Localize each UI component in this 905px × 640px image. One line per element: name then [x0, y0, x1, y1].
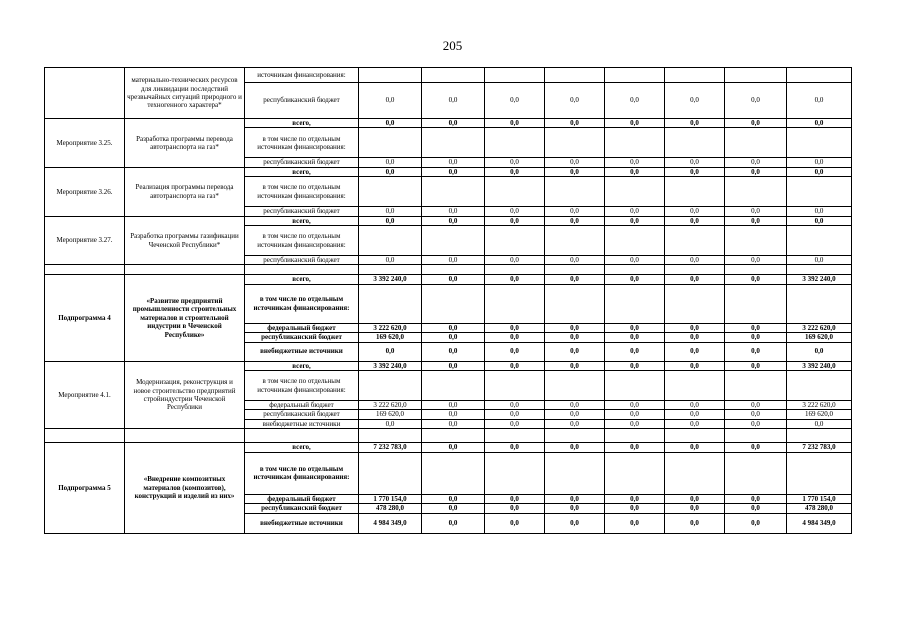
amount-cell: 0,0	[605, 410, 665, 419]
amount-cell: 0,0	[725, 333, 787, 342]
amount-cell	[545, 177, 605, 207]
amount-cell: 169 620,0	[787, 333, 852, 342]
amount-cell	[665, 452, 725, 494]
funding-source: республиканский бюджет	[245, 333, 359, 342]
amount-cell: 0,0	[725, 342, 787, 361]
item-code: Подпрограмма 5	[45, 443, 125, 533]
amount-cell: 0,0	[725, 419, 787, 428]
amount-cell: 0,0	[605, 361, 665, 370]
amount-cell: 0,0	[485, 167, 545, 176]
amount-cell: 0,0	[725, 401, 787, 410]
amount-cell	[665, 68, 725, 83]
amount-cell	[359, 128, 422, 158]
amount-cell: 0,0	[665, 216, 725, 225]
funding-source: в том числе по отдельным источникам финансирования:	[245, 128, 359, 158]
amount-cell: 0,0	[422, 401, 485, 410]
amount-cell: 0,0	[605, 167, 665, 176]
amount-cell	[422, 177, 485, 207]
amount-cell: 0,0	[787, 342, 852, 361]
funding-source: в том числе по отдельным источникам финансирования:	[245, 177, 359, 207]
funding-source: всего,	[245, 275, 359, 284]
funding-source: источникам финансирования:	[245, 68, 359, 83]
amount-cell	[725, 429, 787, 443]
item-code	[45, 265, 125, 275]
amount-cell	[605, 177, 665, 207]
amount-cell: 0,0	[485, 401, 545, 410]
amount-cell: 0,0	[545, 119, 605, 128]
amount-cell: 0,0	[485, 443, 545, 452]
amount-cell: 0,0	[545, 361, 605, 370]
amount-cell: 0,0	[665, 443, 725, 452]
amount-cell	[485, 371, 545, 401]
funding-source: в том числе по отдельным источникам финансирования:	[245, 452, 359, 494]
amount-cell: 0,0	[605, 158, 665, 167]
funding-source: федеральный бюджет	[245, 401, 359, 410]
amount-cell	[787, 429, 852, 443]
amount-cell: 0,0	[422, 323, 485, 332]
amount-cell: 0,0	[485, 158, 545, 167]
amount-cell: 0,0	[665, 333, 725, 342]
item-description: материально-технических ресурсов для ликвидации последствий чрезвычайных ситуаций природного и техногенного характера*	[125, 68, 245, 119]
amount-cell: 0,0	[665, 275, 725, 284]
amount-cell	[787, 226, 852, 256]
amount-cell: 0,0	[485, 333, 545, 342]
amount-cell: 0,0	[485, 83, 545, 119]
table-row	[45, 429, 852, 443]
amount-cell: 0,0	[725, 410, 787, 419]
amount-cell: 0,0	[605, 256, 665, 265]
amount-cell: 0,0	[665, 401, 725, 410]
amount-cell	[485, 128, 545, 158]
item-description: Разработка программы перевода автотранспорта на газ*	[125, 119, 245, 168]
amount-cell: 0,0	[605, 419, 665, 428]
amount-cell	[665, 284, 725, 323]
amount-cell: 0,0	[545, 216, 605, 225]
amount-cell: 0,0	[725, 167, 787, 176]
amount-cell: 0,0	[605, 275, 665, 284]
amount-cell: 0,0	[359, 119, 422, 128]
amount-cell	[545, 226, 605, 256]
item-description	[125, 429, 245, 443]
amount-cell	[422, 128, 485, 158]
amount-cell: 0,0	[422, 410, 485, 419]
amount-cell	[725, 68, 787, 83]
amount-cell: 0,0	[787, 119, 852, 128]
amount-cell: 0,0	[665, 504, 725, 513]
amount-cell: 0,0	[725, 216, 787, 225]
funding-source: всего,	[245, 216, 359, 225]
amount-cell	[422, 265, 485, 275]
funding-source: в том числе по отдельным источникам финансирования:	[245, 284, 359, 323]
amount-cell: 0,0	[485, 216, 545, 225]
item-code: Мероприятие 3.25.	[45, 119, 125, 168]
amount-cell: 0,0	[422, 504, 485, 513]
item-description: Модернизация, реконструкция и новое строительство предприятий стройиндустрии Чеченской Республики	[125, 361, 245, 429]
item-code: Мероприятие 3.26.	[45, 167, 125, 216]
amount-cell	[359, 177, 422, 207]
amount-cell: 0,0	[545, 275, 605, 284]
amount-cell	[545, 284, 605, 323]
amount-cell	[787, 284, 852, 323]
amount-cell: 0,0	[605, 401, 665, 410]
amount-cell: 0,0	[725, 504, 787, 513]
funding-source: внебюджетные источники	[245, 513, 359, 533]
amount-cell: 0,0	[787, 419, 852, 428]
amount-cell: 0,0	[605, 119, 665, 128]
amount-cell: 0,0	[665, 119, 725, 128]
table-row	[45, 119, 852, 128]
amount-cell	[665, 177, 725, 207]
amount-cell	[545, 265, 605, 275]
amount-cell: 1 770 154,0	[359, 494, 422, 503]
amount-cell	[605, 284, 665, 323]
amount-cell	[545, 68, 605, 83]
amount-cell	[545, 429, 605, 443]
amount-cell: 3 222 620,0	[359, 401, 422, 410]
amount-cell	[605, 265, 665, 275]
amount-cell: 0,0	[725, 513, 787, 533]
amount-cell	[787, 371, 852, 401]
amount-cell: 0,0	[725, 361, 787, 370]
amount-cell: 3 392 240,0	[359, 361, 422, 370]
amount-cell: 0,0	[422, 158, 485, 167]
funding-source: в том числе по отдельным источникам финансирования:	[245, 371, 359, 401]
amount-cell	[605, 68, 665, 83]
amount-cell	[422, 371, 485, 401]
table-body	[45, 68, 852, 534]
amount-cell	[787, 177, 852, 207]
amount-cell: 0,0	[605, 323, 665, 332]
item-description	[125, 265, 245, 275]
funding-source: внебюджетные источники	[245, 342, 359, 361]
amount-cell	[485, 177, 545, 207]
amount-cell: 0,0	[422, 119, 485, 128]
amount-cell	[725, 128, 787, 158]
amount-cell: 0,0	[545, 410, 605, 419]
amount-cell	[485, 429, 545, 443]
amount-cell	[665, 265, 725, 275]
amount-cell: 0,0	[545, 167, 605, 176]
item-description: Реализация программы перевода автотранспорта на газ*	[125, 167, 245, 216]
amount-cell	[665, 226, 725, 256]
amount-cell: 0,0	[422, 513, 485, 533]
amount-cell: 3 392 240,0	[787, 361, 852, 370]
amount-cell: 0,0	[359, 419, 422, 428]
amount-cell	[787, 68, 852, 83]
funding-source: республиканский бюджет	[245, 83, 359, 119]
funding-source: республиканский бюджет	[245, 410, 359, 419]
amount-cell: 0,0	[665, 323, 725, 332]
amount-cell: 0,0	[605, 443, 665, 452]
amount-cell	[422, 226, 485, 256]
amount-cell: 0,0	[422, 333, 485, 342]
amount-cell	[359, 265, 422, 275]
amount-cell: 0,0	[787, 167, 852, 176]
amount-cell: 0,0	[422, 256, 485, 265]
amount-cell: 0,0	[485, 504, 545, 513]
amount-cell: 0,0	[665, 419, 725, 428]
amount-cell: 0,0	[665, 158, 725, 167]
amount-cell: 0,0	[422, 342, 485, 361]
amount-cell: 0,0	[725, 494, 787, 503]
amount-cell	[725, 284, 787, 323]
amount-cell	[665, 371, 725, 401]
amount-cell	[359, 284, 422, 323]
amount-cell: 0,0	[545, 494, 605, 503]
amount-cell	[725, 371, 787, 401]
amount-cell: 169 620,0	[787, 410, 852, 419]
amount-cell: 0,0	[359, 167, 422, 176]
item-code: Мероприятие 3.27.	[45, 216, 125, 265]
amount-cell: 0,0	[545, 207, 605, 216]
amount-cell: 0,0	[725, 256, 787, 265]
table-row	[45, 443, 852, 452]
amount-cell: 0,0	[422, 207, 485, 216]
amount-cell: 0,0	[485, 323, 545, 332]
amount-cell	[605, 226, 665, 256]
amount-cell: 0,0	[787, 256, 852, 265]
amount-cell: 0,0	[665, 410, 725, 419]
amount-cell: 0,0	[605, 513, 665, 533]
amount-cell: 0,0	[485, 256, 545, 265]
amount-cell	[485, 68, 545, 83]
amount-cell	[725, 226, 787, 256]
amount-cell: 0,0	[545, 256, 605, 265]
amount-cell: 0,0	[545, 443, 605, 452]
funding-source: федеральный бюджет	[245, 494, 359, 503]
amount-cell: 0,0	[605, 207, 665, 216]
amount-cell: 0,0	[787, 158, 852, 167]
amount-cell: 0,0	[665, 342, 725, 361]
amount-cell	[605, 128, 665, 158]
funding-source	[245, 429, 359, 443]
amount-cell: 0,0	[605, 333, 665, 342]
amount-cell: 0,0	[605, 216, 665, 225]
amount-cell	[665, 128, 725, 158]
amount-cell: 0,0	[665, 256, 725, 265]
amount-cell: 0,0	[605, 342, 665, 361]
amount-cell: 0,0	[359, 216, 422, 225]
amount-cell: 0,0	[545, 513, 605, 533]
amount-cell: 0,0	[605, 504, 665, 513]
amount-cell: 0,0	[545, 333, 605, 342]
amount-cell: 4 984 349,0	[359, 513, 422, 533]
amount-cell: 0,0	[422, 167, 485, 176]
amount-cell: 478 280,0	[787, 504, 852, 513]
amount-cell	[485, 226, 545, 256]
amount-cell	[725, 452, 787, 494]
amount-cell: 0,0	[422, 83, 485, 119]
amount-cell	[605, 452, 665, 494]
amount-cell	[359, 68, 422, 83]
amount-cell: 0,0	[545, 401, 605, 410]
amount-cell: 0,0	[787, 216, 852, 225]
funding-source: всего,	[245, 167, 359, 176]
amount-cell	[485, 265, 545, 275]
amount-cell: 0,0	[545, 158, 605, 167]
amount-cell: 0,0	[422, 275, 485, 284]
amount-cell	[545, 452, 605, 494]
amount-cell: 0,0	[787, 207, 852, 216]
amount-cell: 0,0	[485, 494, 545, 503]
amount-cell: 0,0	[787, 83, 852, 119]
amount-cell: 0,0	[545, 504, 605, 513]
budget-table	[44, 67, 852, 534]
amount-cell	[422, 68, 485, 83]
amount-cell: 0,0	[485, 410, 545, 419]
table-row	[45, 361, 852, 370]
amount-cell: 0,0	[422, 216, 485, 225]
amount-cell	[545, 128, 605, 158]
amount-cell: 0,0	[545, 419, 605, 428]
amount-cell: 0,0	[665, 83, 725, 119]
amount-cell: 0,0	[422, 443, 485, 452]
amount-cell: 0,0	[545, 83, 605, 119]
funding-source: всего,	[245, 119, 359, 128]
item-description: «Внедрение композитных материалов (композитов), конструкций и изделий из них»	[125, 443, 245, 533]
amount-cell: 0,0	[545, 323, 605, 332]
amount-cell: 0,0	[359, 342, 422, 361]
funding-source: в том числе по отдельным источникам финансирования:	[245, 226, 359, 256]
amount-cell	[545, 371, 605, 401]
amount-cell: 169 620,0	[359, 410, 422, 419]
amount-cell	[725, 265, 787, 275]
table-row	[45, 167, 852, 176]
amount-cell	[787, 452, 852, 494]
amount-cell: 0,0	[359, 158, 422, 167]
funding-source: федеральный бюджет	[245, 323, 359, 332]
amount-cell: 7 232 783,0	[787, 443, 852, 452]
amount-cell: 3 392 240,0	[787, 275, 852, 284]
amount-cell	[725, 177, 787, 207]
amount-cell: 0,0	[665, 494, 725, 503]
funding-source: всего,	[245, 443, 359, 452]
funding-source: республиканский бюджет	[245, 207, 359, 216]
amount-cell: 0,0	[605, 494, 665, 503]
amount-cell: 7 232 783,0	[359, 443, 422, 452]
amount-cell	[787, 265, 852, 275]
amount-cell: 0,0	[725, 275, 787, 284]
amount-cell: 0,0	[725, 158, 787, 167]
amount-cell	[422, 452, 485, 494]
amount-cell	[422, 284, 485, 323]
table-row	[45, 275, 852, 284]
table-row	[45, 265, 852, 275]
amount-cell: 3 392 240,0	[359, 275, 422, 284]
amount-cell	[787, 128, 852, 158]
amount-cell: 0,0	[485, 419, 545, 428]
amount-cell: 0,0	[422, 419, 485, 428]
amount-cell: 0,0	[359, 207, 422, 216]
item-code	[45, 68, 125, 119]
amount-cell: 0,0	[485, 119, 545, 128]
amount-cell: 0,0	[665, 207, 725, 216]
funding-source: всего,	[245, 361, 359, 370]
amount-cell: 1 770 154,0	[787, 494, 852, 503]
item-description: Разработка программы газификации Чеченской Республики*	[125, 216, 245, 265]
amount-cell: 0,0	[665, 513, 725, 533]
amount-cell	[605, 429, 665, 443]
amount-cell: 3 222 620,0	[787, 323, 852, 332]
amount-cell: 0,0	[725, 83, 787, 119]
funding-source: внебюджетные источники	[245, 419, 359, 428]
amount-cell: 4 984 349,0	[787, 513, 852, 533]
item-code: Подпрограмма 4	[45, 275, 125, 361]
amount-cell: 0,0	[725, 323, 787, 332]
item-description: «Развитие предприятий промышленности строительных материалов и строительной индустрии в Чеченской Республике»	[125, 275, 245, 361]
funding-source: республиканский бюджет	[245, 158, 359, 167]
item-code: Мероприятие 4.1.	[45, 361, 125, 429]
amount-cell: 478 280,0	[359, 504, 422, 513]
amount-cell	[605, 371, 665, 401]
page-number: 205	[442, 38, 463, 53]
amount-cell: 0,0	[485, 342, 545, 361]
amount-cell: 0,0	[485, 513, 545, 533]
funding-source: республиканский бюджет	[245, 256, 359, 265]
amount-cell	[359, 452, 422, 494]
amount-cell: 0,0	[545, 342, 605, 361]
amount-cell: 0,0	[605, 83, 665, 119]
amount-cell: 0,0	[422, 494, 485, 503]
funding-source: республиканский бюджет	[245, 504, 359, 513]
amount-cell	[422, 429, 485, 443]
amount-cell	[665, 429, 725, 443]
amount-cell: 0,0	[725, 207, 787, 216]
amount-cell: 0,0	[485, 207, 545, 216]
table-row	[45, 216, 852, 225]
amount-cell: 0,0	[665, 361, 725, 370]
amount-cell: 169 620,0	[359, 333, 422, 342]
funding-source	[245, 265, 359, 275]
amount-cell	[359, 429, 422, 443]
amount-cell: 0,0	[359, 256, 422, 265]
amount-cell: 3 222 620,0	[787, 401, 852, 410]
amount-cell: 0,0	[725, 443, 787, 452]
amount-cell: 0,0	[665, 167, 725, 176]
amount-cell: 0,0	[422, 361, 485, 370]
item-code	[45, 429, 125, 443]
amount-cell: 0,0	[485, 275, 545, 284]
amount-cell	[485, 284, 545, 323]
table-row	[45, 68, 852, 83]
amount-cell: 0,0	[485, 361, 545, 370]
amount-cell: 0,0	[359, 83, 422, 119]
amount-cell	[359, 371, 422, 401]
amount-cell: 3 222 620,0	[359, 323, 422, 332]
amount-cell	[485, 452, 545, 494]
amount-cell: 0,0	[725, 119, 787, 128]
amount-cell	[359, 226, 422, 256]
